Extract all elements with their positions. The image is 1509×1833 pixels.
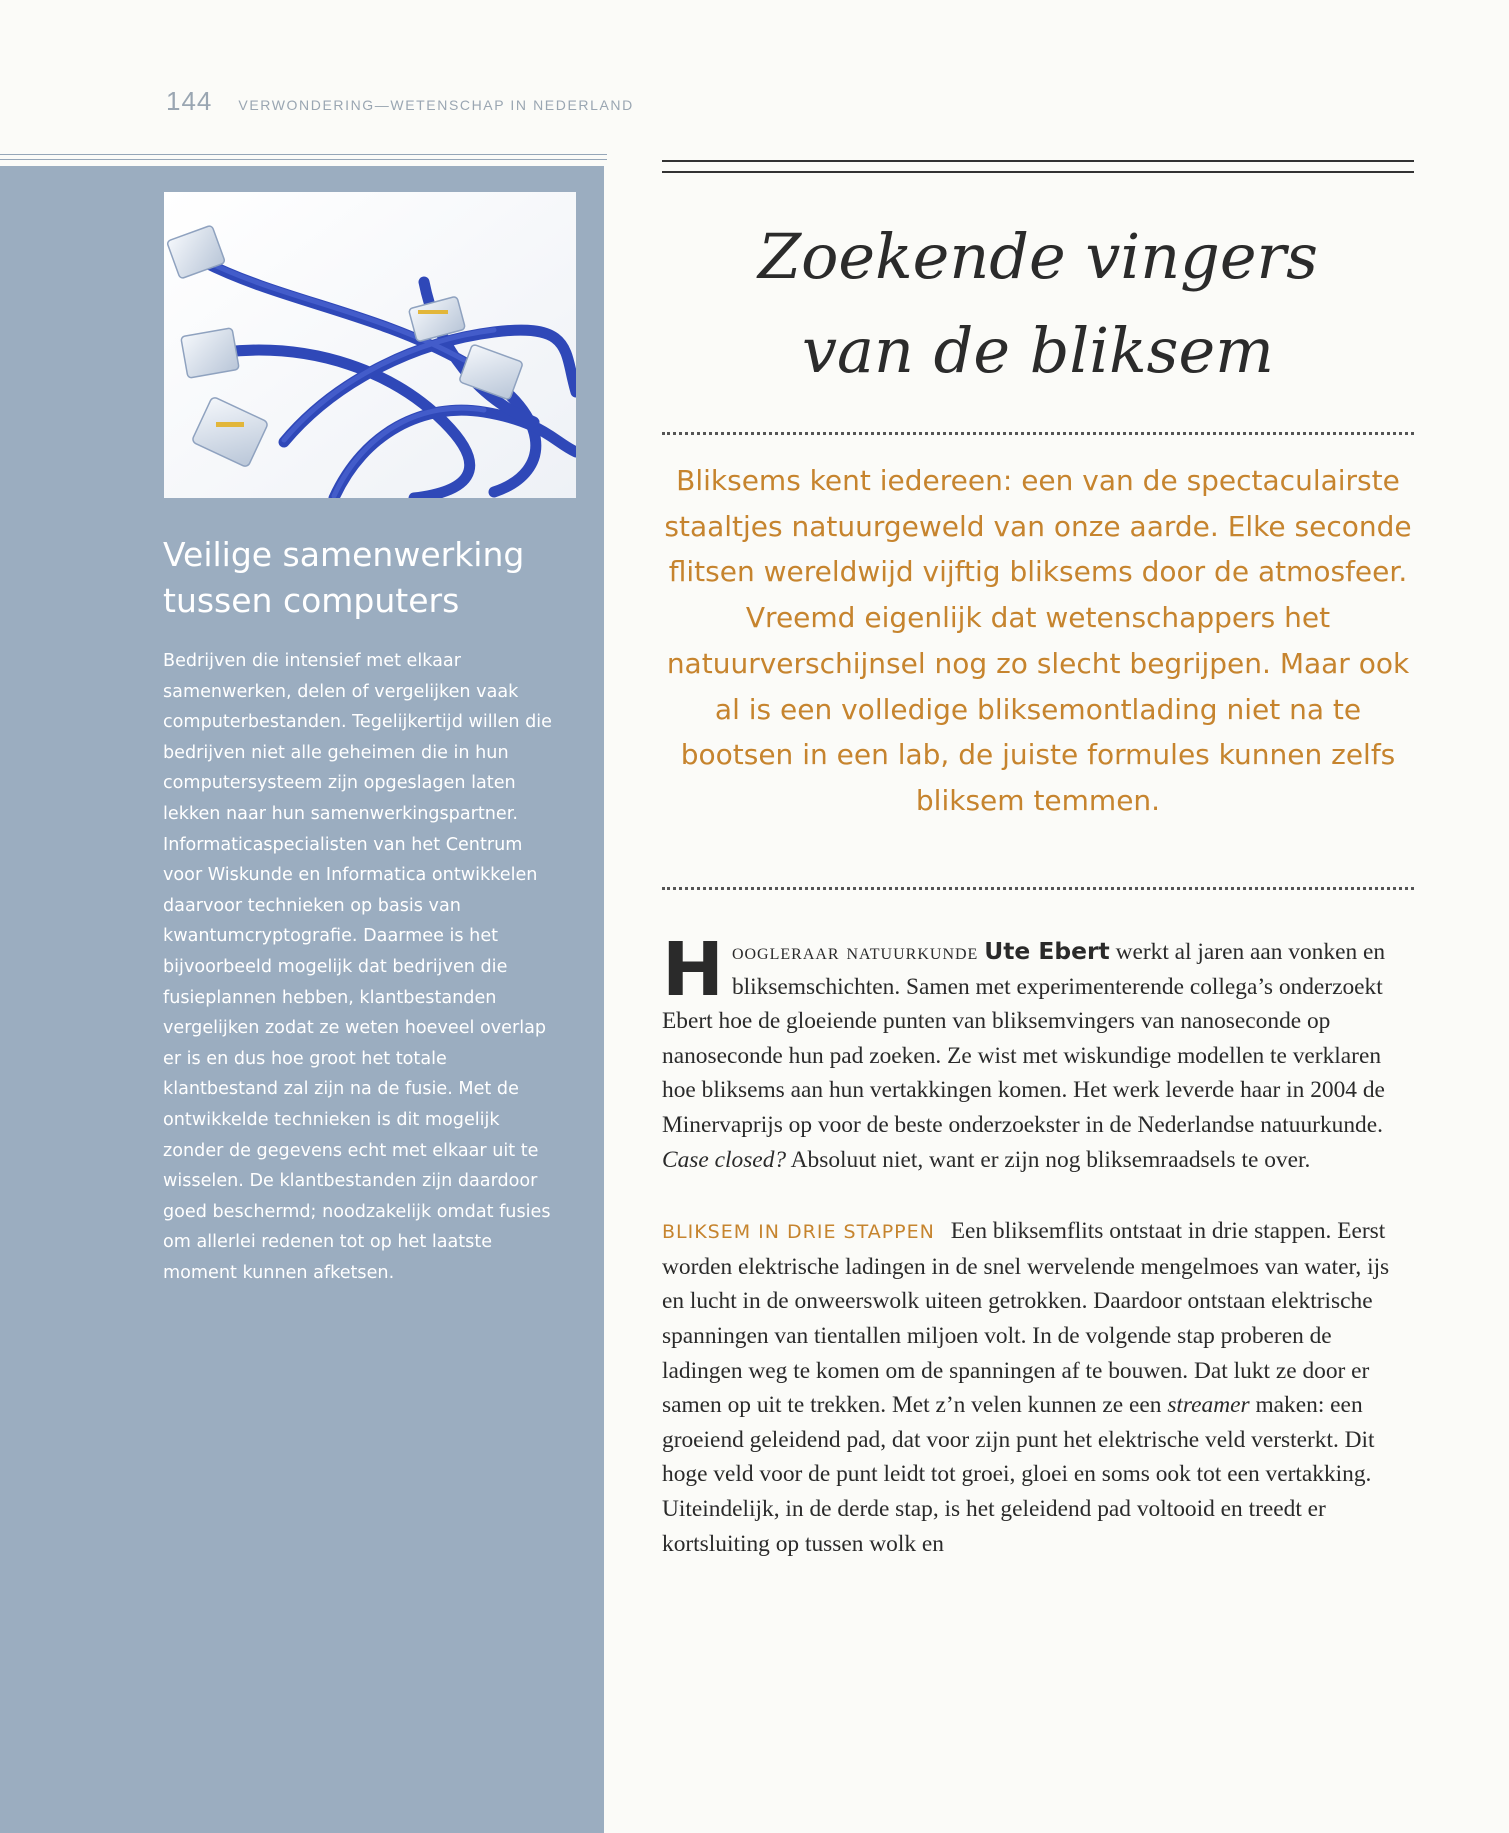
page-number: 144 <box>166 86 213 116</box>
article-lead: Bliksems kent iedereen: een van de spectaculairste staaltjes natuurgeweld van onze aarde. Elke seconde flitsen wereldwijd vijftig bliksems door de atmosfeer. Vreemd eigenlijk dat wetenschappers het natuurverschijnsel nog zo slecht begrijpen. Maar ook al is een volledige bliksemontlading niet na te bootsen in een lab, de juiste formules kunnen zelfs bliksem temmen. <box>664 464 1412 817</box>
paragraph-1-italic: Case closed? <box>662 1146 787 1173</box>
section-label: BLIKSEM IN DRIE STAPPEN <box>662 1221 935 1244</box>
paragraph-1-text: werkt al jaren aan vonken en bliksemschichten. Samen met experimenterende collega’s onderzoekt Ebert hoe de gloeiende punten van bliksemvingers van nanoseconde op nanoseconde hun pad zoeken. Ze wist met wiskundige modellen te verklaren hoe bliksems aan hun vertakkingen komen. Het werk leverde haar in 2004 de Minervaprijs op voor de beste onderzoekster in de Nederlandse natuurkunde. <box>662 939 1386 1138</box>
headline-line-2: van de bliksem <box>802 314 1274 387</box>
running-title: VERWONDERING—WETENSCHAP IN NEDERLAND <box>238 97 634 113</box>
paragraph-2-italic: streamer <box>1167 1392 1250 1419</box>
paragraph-2 <box>662 1214 1414 1561</box>
paragraph-1 <box>662 927 1414 1177</box>
paragraph-2-text-a: Een bliksemflits ontstaat in drie stappen. Eerst worden elektrische ladingen in de snel wervelende mengelmoes van water, ijs en lucht in de onweerswolk uiteen getrokken. Daardoor ontstaan elektrische spanningen van tientallen miljoen volt. In de volgende stap proberen de ladingen weg te komen om de spanningen af te bouwen. Dat lukt ze door er samen op uit te trekken. Met z’n velen kunnen ze een <box>662 1218 1390 1419</box>
network-cables-photo <box>164 192 576 498</box>
paragraph-2-text-b: maken: een groeiend geleidend pad, dat voor zijn punt het elektrische veld versterkt. Dit hoge veld voor de punt leidt tot groei, gloei en soms ook tot een vertakking. Uiteindelijk, in de derde stap, is het geleidend pad voltooid en treedt er kortsluiting op tussen wolk en <box>662 1392 1375 1557</box>
intro-smallcaps: oogleraar natuurkunde <box>731 939 979 965</box>
headline-line-1: Zoekende vingers <box>758 220 1318 293</box>
author-name: Ute Ebert <box>984 937 1110 965</box>
sidebar-box <box>0 166 604 1833</box>
paragraph-1-end: Absoluut niet, want er zijn nog bliksemraadsels te over. <box>790 1146 1311 1173</box>
sidebar-title: Veilige samenwerking tussen computers <box>163 535 525 620</box>
lead-bottom-divider <box>662 887 1414 890</box>
running-head <box>166 86 634 117</box>
sidebar-body: Bedrijven die intensief met elkaar samenwerken, delen of vergelijken vaak computerbestanden. Tegelijkertijd willen die bedrijven niet alle geheimen die in hun computersysteem zijn opgeslagen laten lekken naar hun samenwerkingspartner. Informaticaspecialisten van het Centrum voor Wiskunde en Informatica ontwikkelen daarvoor technieken op basis van kwantumcryptografie. Daarmee is het bijvoorbeeld mogelijk dat bedrijven die fusieplannen hebben, klantbestanden vergelijken zodat ze weten hoeveel overlap er is en dus hoe groot het totale klantbestand zal zijn na de fusie. Met de ontwikkelde technieken is dit mogelijk zonder de gegevens echt met elkaar uit te wisselen. De klantbestanden zijn daardoor goed beschermd; noodzakelijk omdat fusies om allerlei redenen tot op het laatste moment kunnen afketsen. <box>163 651 552 1283</box>
sidebar-top-rule <box>0 154 607 160</box>
drop-cap: H <box>662 927 724 1013</box>
lead-top-divider <box>662 432 1414 435</box>
article-headline <box>662 210 1414 398</box>
headline-top-rule <box>662 160 1414 173</box>
article-body <box>662 927 1414 1561</box>
